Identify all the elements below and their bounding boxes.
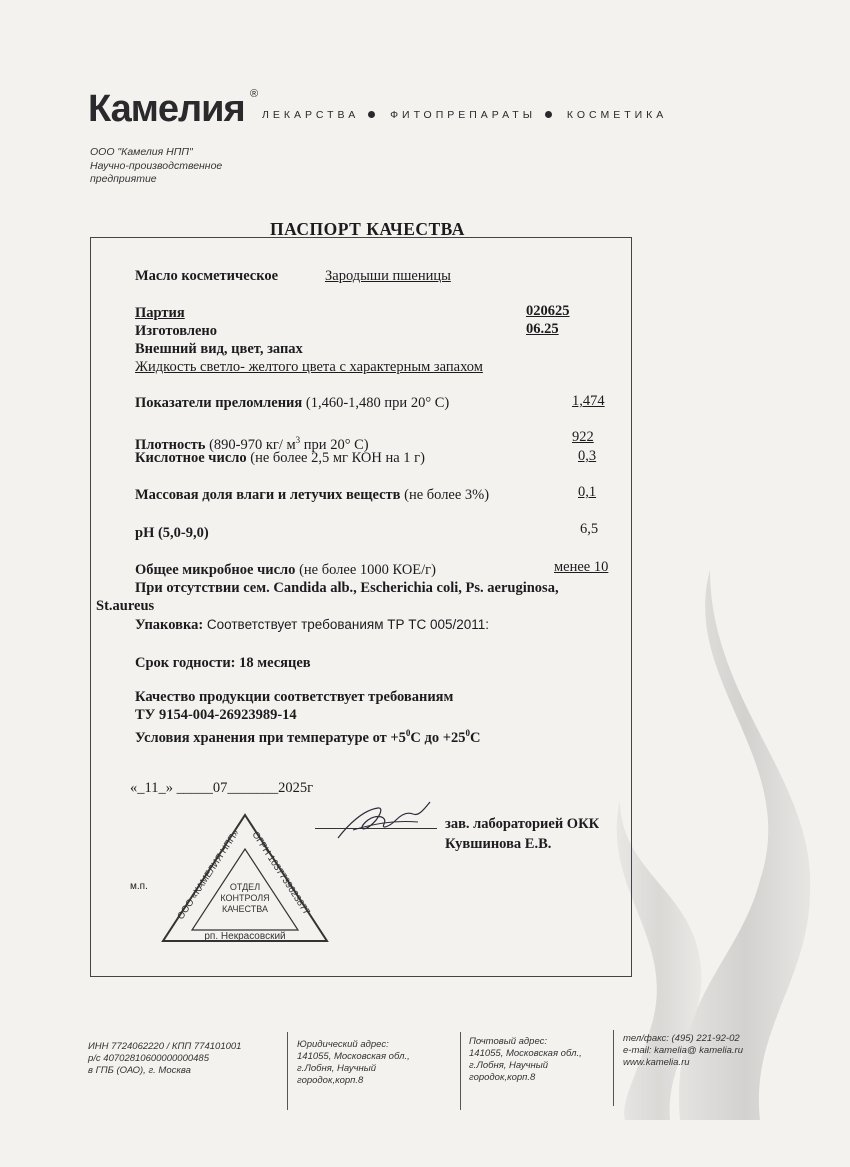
moisture-row xyxy=(135,486,489,504)
footer-email: e-mail: kamelia@ kamelia.ru xyxy=(623,1045,743,1056)
footer-line: городок,корп.8 xyxy=(469,1072,536,1083)
footer-line: в ГПБ (ОАО), г. Москва xyxy=(88,1065,191,1076)
footer-line: ИНН 7724062220 / КПП 774101001 xyxy=(88,1041,242,1052)
footer-line: г.Лобня, Научный xyxy=(469,1060,549,1071)
acid-row xyxy=(135,449,425,467)
package-row xyxy=(135,616,489,634)
microbe-label: Общее микробное число xyxy=(135,562,296,578)
company-name: ООО "Камелия НПП" xyxy=(90,146,193,158)
batch-label: Партия xyxy=(135,305,185,321)
bullet-icon xyxy=(368,111,375,118)
tagline xyxy=(262,109,667,121)
package-label: Упаковка: xyxy=(135,617,204,633)
absence-line: При отсутствии сем. Candida alb., Escherichia coli, Ps. aeruginosa, xyxy=(135,580,559,596)
storage-sup: 0 xyxy=(465,728,470,738)
storage-conditions xyxy=(135,724,480,747)
density-norm: (890-970 кг/ м xyxy=(205,436,296,453)
moisture-value: 0,1 xyxy=(578,484,597,500)
storage-text: Условия хранения при температуре от +5 xyxy=(135,729,406,746)
refraction-norm: (1,460-1,480 при 20° С) xyxy=(302,395,450,411)
density-norm: при 20° С) xyxy=(300,436,369,453)
quality-stamp xyxy=(160,812,330,944)
tagline-item: ФИТОПРЕПАРАТЫ xyxy=(390,109,536,121)
made-value: 06.25 xyxy=(526,321,559,337)
refraction-label: Показатели преломления xyxy=(135,395,303,411)
stamp-left-text: ООО «КАМЕЛИЯ НПП» xyxy=(175,827,242,922)
batch-value: 020625 xyxy=(526,303,570,319)
registered-mark: ® xyxy=(250,88,259,100)
density-norm-sup: 3 xyxy=(295,435,301,445)
refraction-value: 1,474 xyxy=(572,393,605,409)
footer-phone: тел/факс: (495) 221-92-02 xyxy=(623,1033,740,1044)
density-label: Плотность xyxy=(135,436,206,453)
signer-title: зав. лабораторией ОКК xyxy=(445,816,600,832)
company-type: Научно-производственное xyxy=(90,159,223,172)
tagline-item: ЛЕКАРСТВА xyxy=(262,109,360,121)
stamp-line: КАЧЕСТВА xyxy=(222,904,268,914)
bullet-icon xyxy=(545,111,552,118)
company-block xyxy=(90,146,222,187)
appearance-label: Внешний вид, цвет, запах xyxy=(135,341,303,357)
storage-text: С xyxy=(470,729,481,746)
tagline-item: КОСМЕТИКА xyxy=(566,109,668,121)
footer-legal-address xyxy=(297,1039,410,1087)
footer-divider xyxy=(287,1032,288,1110)
stamp-right-text: ОГРН 1037739623877 xyxy=(249,829,312,918)
footer-line: 141055, Московская обл., xyxy=(297,1051,410,1062)
footer-contacts xyxy=(623,1033,743,1069)
microbe-norm: (не более 1000 КОЕ/г) xyxy=(295,562,436,578)
ph-label: pH (5,0-9,0) xyxy=(135,525,209,541)
document-title: ПАСПОРТ КАЧЕСТВА xyxy=(270,219,465,239)
signature xyxy=(318,790,438,850)
spec-number: ТУ 9154-004-26923989-14 xyxy=(135,707,297,723)
footer-line: р/с 40702810600000000485 xyxy=(88,1053,209,1064)
acid-label: Кислотное число xyxy=(135,450,247,466)
shelf-life: Срок годности: 18 месяцев xyxy=(135,655,311,671)
package-value: Соответствует требованиям ТР ТС 005/2011: xyxy=(203,617,490,632)
signer-name: Кувшинова Е.В. xyxy=(445,836,552,852)
moisture-label: Массовая доля влаги и летучих веществ xyxy=(135,487,401,503)
acid-norm: (не более 2,5 мг КОН на 1 г) xyxy=(246,450,425,466)
product-label: Масло косметическое xyxy=(135,268,279,284)
quality-line: Качество продукции соответствует требованиям xyxy=(135,689,454,705)
stamp-place-label: м.п. xyxy=(130,881,148,892)
moisture-norm: (не более 3%) xyxy=(400,487,490,503)
product-name: Зародыши пшеницы xyxy=(325,268,451,284)
footer-line: Почтовый адрес: xyxy=(469,1036,548,1047)
footer-bank-details xyxy=(88,1041,241,1077)
footer-line: Юридический адрес: xyxy=(297,1039,389,1050)
storage-text: С до +25 xyxy=(410,729,466,746)
ph-value: 6,5 xyxy=(580,521,599,537)
footer-line: 141055, Московская обл., xyxy=(469,1048,582,1059)
microbe-row xyxy=(135,561,436,579)
absence-line: St.aureus xyxy=(96,598,155,614)
company-type: предприятие xyxy=(90,173,157,185)
footer-postal-address xyxy=(469,1036,582,1084)
issue-date: «_11_» _____07_______2025г xyxy=(130,780,314,796)
footer-divider xyxy=(460,1032,461,1110)
footer-line: городок,корп.8 xyxy=(297,1075,364,1086)
density-value: 922 xyxy=(572,429,594,445)
footer-divider xyxy=(613,1030,614,1106)
stamp-bottom-text: рп. Некрасовский xyxy=(204,931,286,942)
stamp-line: КОНТРОЛЯ xyxy=(220,893,270,903)
acid-value: 0,3 xyxy=(578,448,597,464)
company-logo: Камелия xyxy=(88,88,245,130)
footer-line: г.Лобня, Научный xyxy=(297,1063,377,1074)
footer-website: www.kamelia.ru xyxy=(623,1057,690,1068)
refraction-row xyxy=(135,394,449,412)
stamp-line: ОТДЕЛ xyxy=(229,882,261,892)
made-label: Изготовлено xyxy=(135,323,218,339)
appearance-value: Жидкость светло- желтого цвета с характерным запахом xyxy=(135,359,483,375)
storage-sup: 0 xyxy=(405,728,411,738)
microbe-value: менее 10 xyxy=(554,559,609,575)
